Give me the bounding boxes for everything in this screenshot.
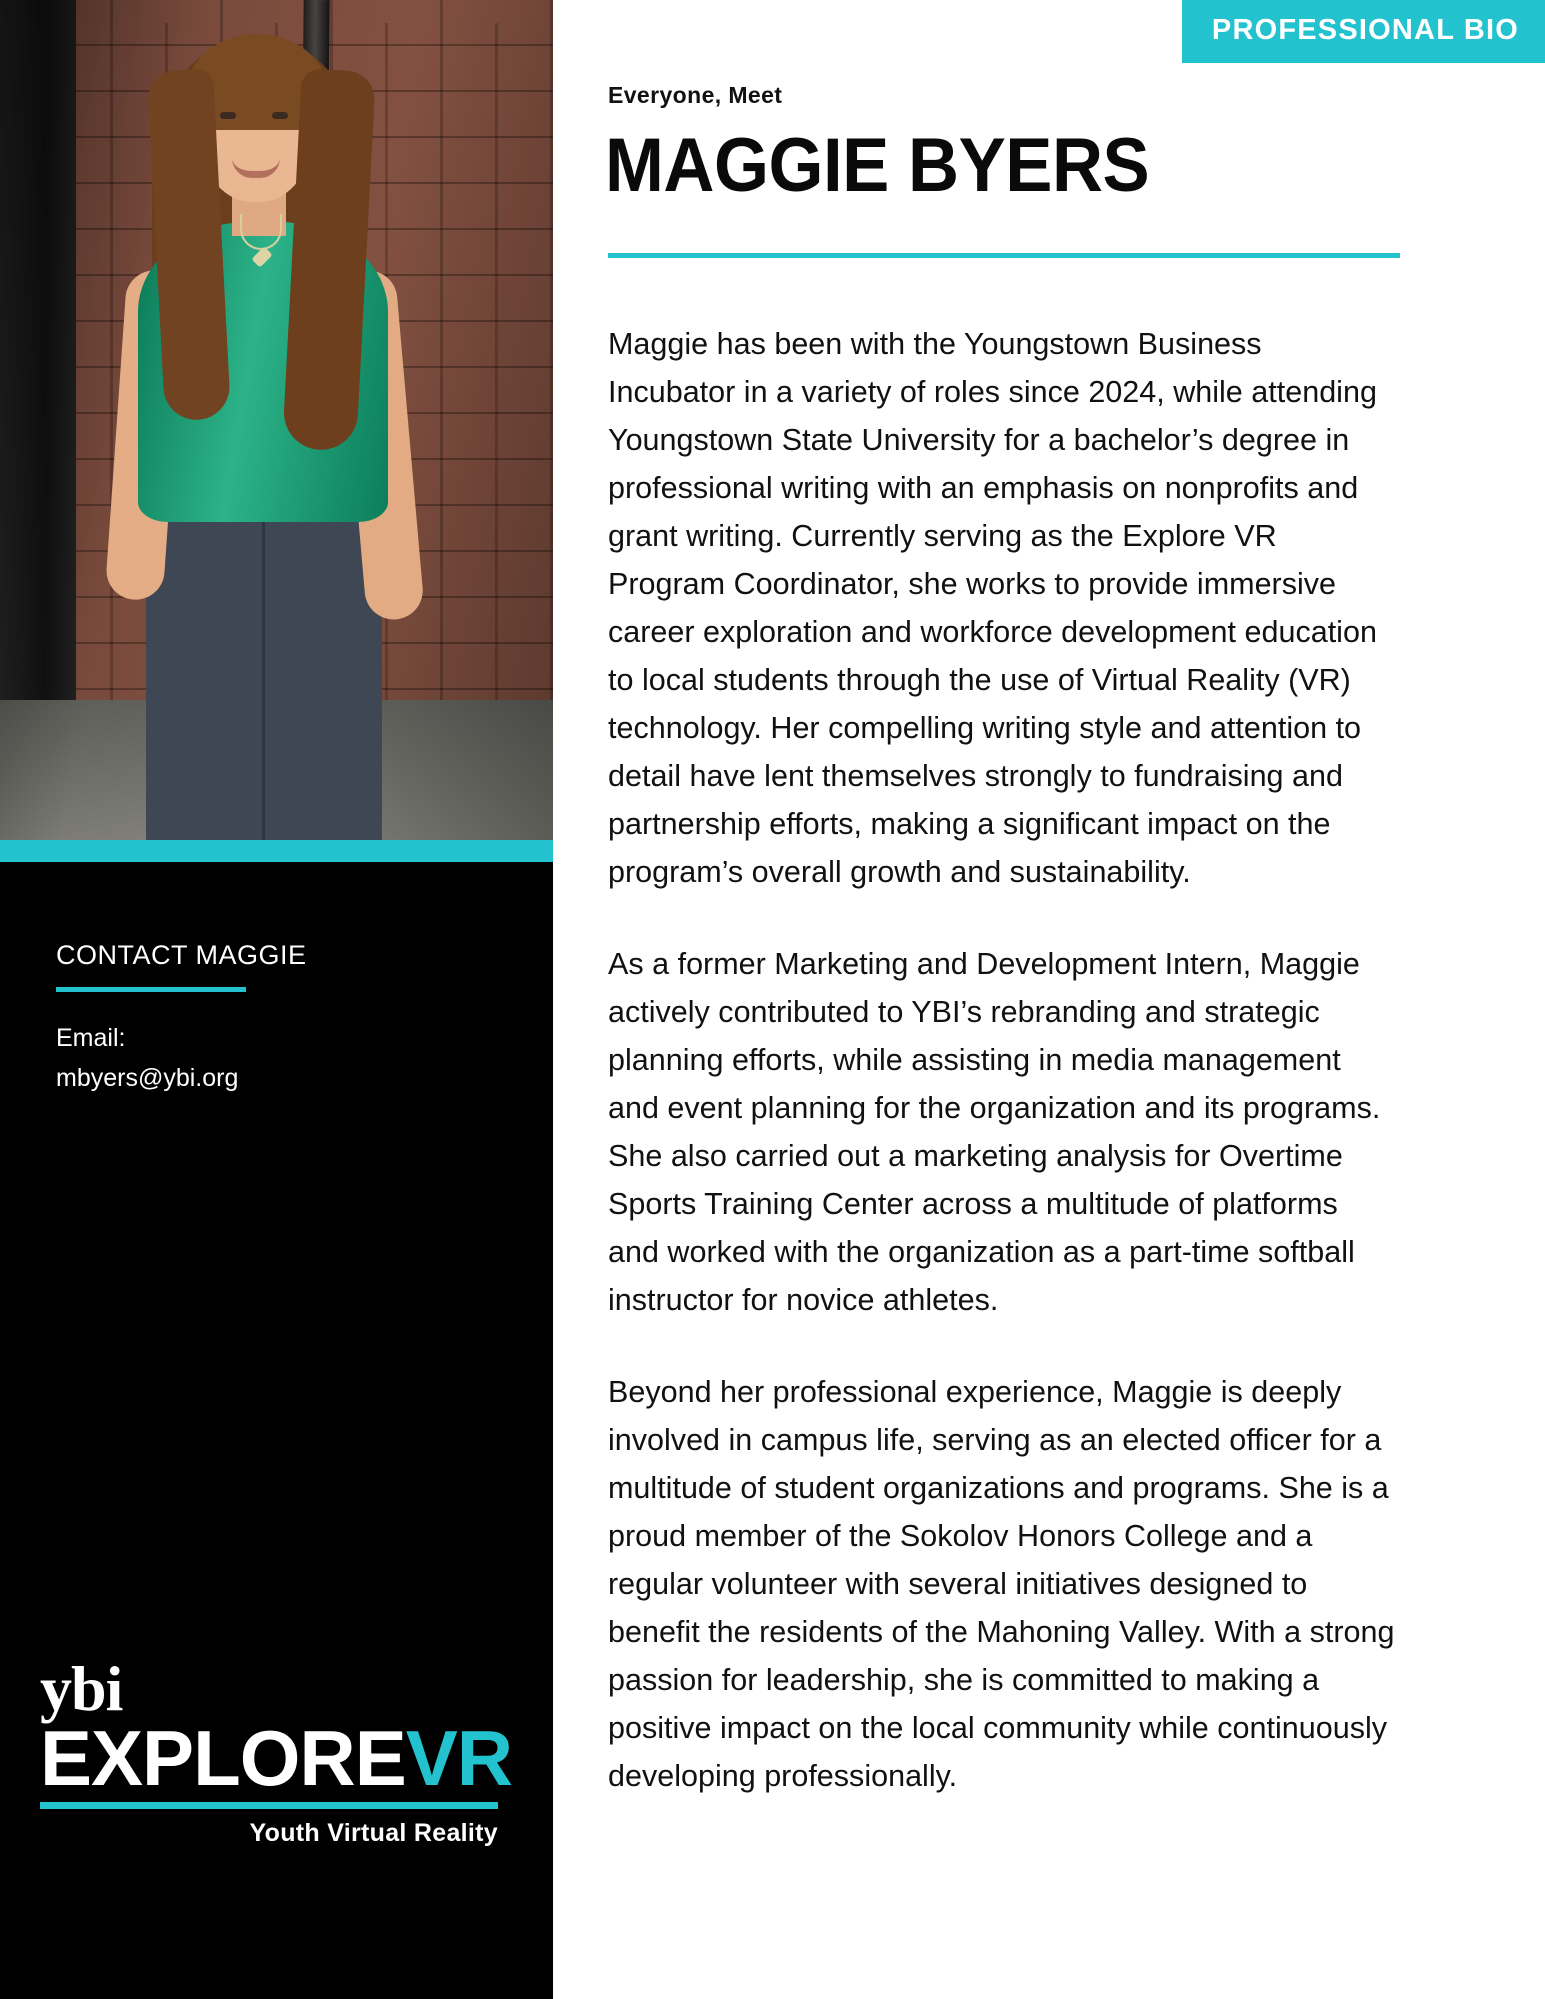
bio-paragraph-3: Beyond her professional experience, Maggie is deeply involved in campus life, serving as an elected officer for a multitude of student organizations and programs. She is a proud member of the Sokolov Honors College and a regular volunteer with several initiatives designed to benefit the residents of the Mahoning Valley. With a strong passion for leadership, she is committed to making a positive impact on the local community while continuously developing professionally. (608, 1374, 1395, 1793)
title-underline (608, 253, 1400, 258)
explore-vr-wordmark (40, 1714, 513, 1802)
email-label: Email: (56, 1024, 126, 1052)
contact-underline (56, 987, 246, 992)
portrait-photo (0, 0, 553, 840)
logo-word-explore: EXPLORE (40, 1714, 406, 1802)
logo-tagline: Youth Virtual Reality (249, 1819, 498, 1847)
right-panel (553, 0, 1545, 1999)
eyebrow-text: Everyone, Meet (608, 82, 783, 108)
person-figure (0, 0, 553, 840)
status-badge: PROFESSIONAL BIO (1182, 0, 1545, 63)
left-panel (0, 0, 553, 1999)
trouser-seam (262, 520, 265, 840)
bio-paragraph-1: Maggie has been with the Youngstown Business Incubator in a variety of roles since 2024, while attending Youngstown State University for a bachelor’s degree in professional writing with an emphasis on nonprofits and grant writing. Currently serving as the Explore VR Program Coordinator, she works to provide immersive career exploration and workforce development education to local students through the use of Virtual Reality (VR) technology. Her compelling writing style and attention to detail have lent themselves strongly to fundraising and partnership efforts, making a significant impact on the program’s overall growth and sustainability. (608, 326, 1377, 889)
contact-title: CONTACT MAGGIE (56, 940, 307, 970)
bio-paragraph-2: As a former Marketing and Development Intern, Maggie actively contributed to YBI’s rebranding and strategic planning efforts, while assisting in media management and event planning for the organization and its programs. She also carried out a marketing analysis for Overtime Sports Training Center across a multitude of platforms and worked with the organization as a part-time softball instructor for novice athletes. (608, 946, 1381, 1317)
page-title: MAGGIE BYERS (605, 123, 1150, 208)
right-eye (272, 112, 288, 119)
left-eye (220, 112, 236, 119)
ybi-wordmark: ybi (40, 1653, 123, 1724)
logo-underline (40, 1802, 498, 1809)
logo-word-vr: VR (405, 1714, 513, 1802)
explore-vr-logo (40, 1653, 513, 1848)
contact-block (56, 940, 476, 1098)
teal-divider-band (0, 840, 553, 862)
email-value[interactable]: mbyers@ybi.org (56, 1064, 239, 1092)
bio-body (608, 320, 1408, 1844)
